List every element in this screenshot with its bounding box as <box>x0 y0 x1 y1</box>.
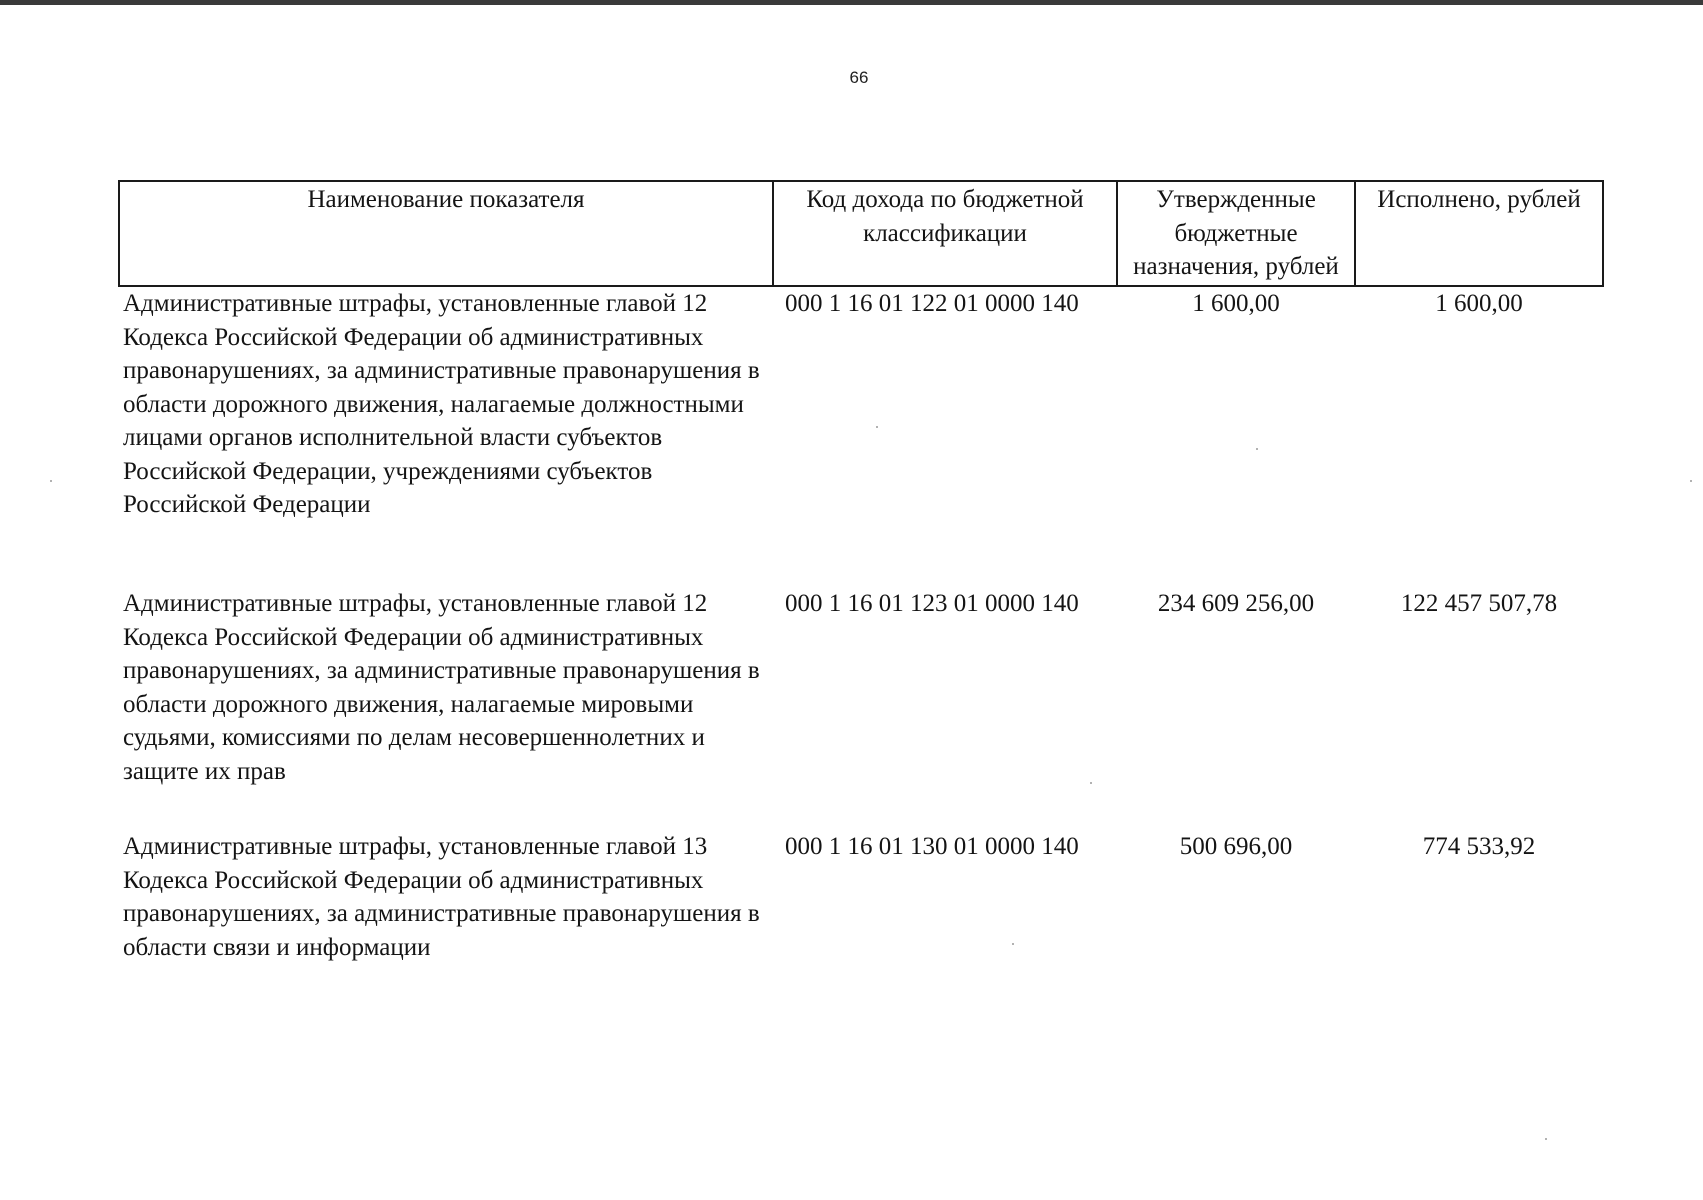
scan-speck <box>50 480 52 482</box>
approved-amount: 1 600,00 <box>1192 290 1280 317</box>
header-name: Наименование показателя <box>119 181 773 286</box>
scan-speck <box>1690 480 1692 482</box>
indicator-name: Административные штрафы, установленные главой 12 Кодекса Российской Федерации об административных правонарушениях, за административные правонарушения в области дорожного движения, налагаемые должностными лицами органов исполнительной власти субъектов Российской Федерации, учреждениями субъектов Российской Федерации <box>123 290 760 518</box>
scan-top-edge <box>0 0 1703 5</box>
indicator-name: Административные штрафы, установленные главой 12 Кодекса Российской Федерации об административных правонарушениях, за административные правонарушения в области дорожного движения, налагаемые мировыми судьями, комиссиями по делам несовершеннолетних и защите их прав <box>123 590 760 785</box>
table-header <box>119 181 1603 286</box>
executed-amount: 122 457 507,78 <box>1400 590 1558 617</box>
scan-speck <box>1012 943 1014 945</box>
scan-speck <box>1090 782 1092 784</box>
scan-speck <box>876 426 878 428</box>
header-approved: Утвержденные бюджетные назначения, рублей <box>1117 181 1355 286</box>
approved-amount: 500 696,00 <box>1179 833 1293 860</box>
header-executed: Исполнено, рублей <box>1355 181 1603 286</box>
header-code: Код дохода по бюджетной классификации <box>773 181 1117 286</box>
indicator-name: Административные штрафы, установленные главой 13 Кодекса Российской Федерации об административных правонарушениях, за административные правонарушения в области связи и информации <box>123 833 760 961</box>
income-code: 000 1 16 01 122 01 0000 140 <box>785 290 1079 317</box>
approved-amount: 234 609 256,00 <box>1157 590 1315 617</box>
table-body <box>119 286 1603 970</box>
scan-speck <box>1256 448 1258 450</box>
table-row <box>119 830 1603 970</box>
income-code: 000 1 16 01 123 01 0000 140 <box>785 590 1079 617</box>
executed-amount: 774 533,92 <box>1422 833 1536 860</box>
income-table <box>118 180 1604 970</box>
table-row <box>119 286 1603 587</box>
header-row <box>119 181 1603 286</box>
executed-amount: 1 600,00 <box>1435 290 1523 317</box>
income-code: 000 1 16 01 130 01 0000 140 <box>785 833 1079 860</box>
table-row <box>119 587 1603 830</box>
page-number: 66 <box>849 68 869 87</box>
scan-speck <box>1545 1138 1547 1140</box>
